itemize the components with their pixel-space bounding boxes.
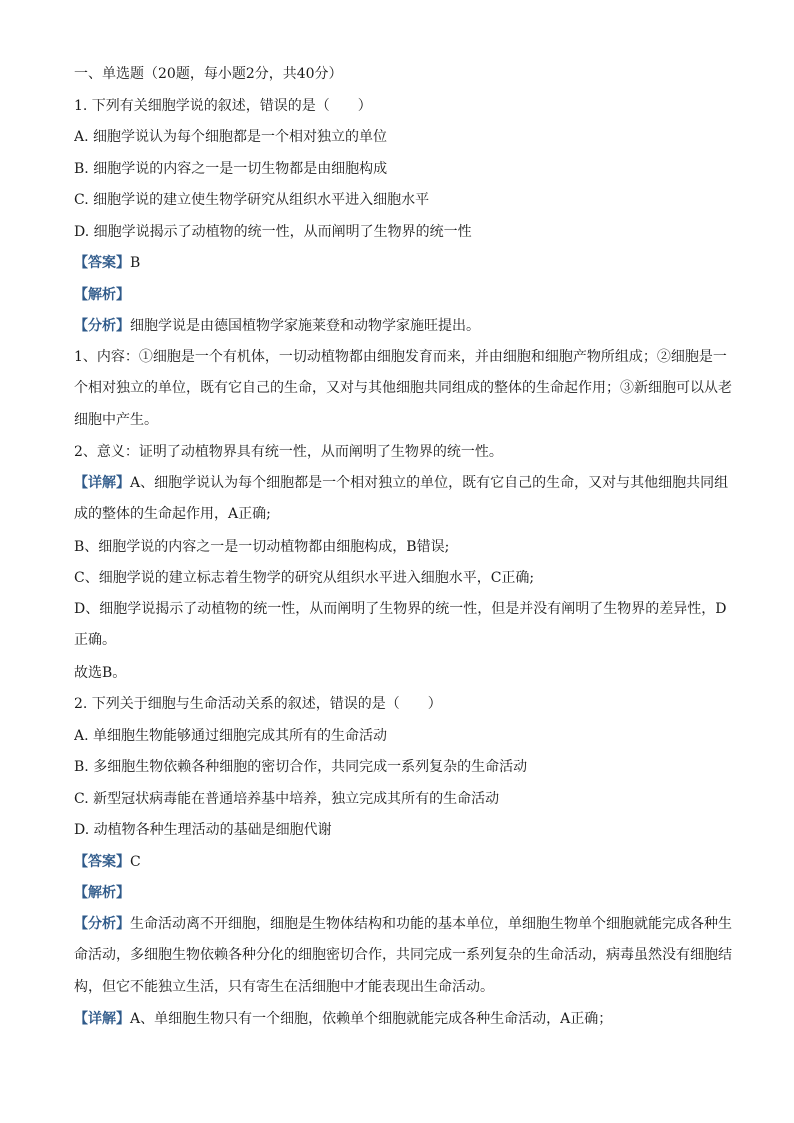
q2-fenxi-text: 生命活动离不开细胞，细胞是生物体结构和功能的基本单位，单细胞生物单个细胞就能完成各种生命活动，多细胞生物依赖各种分化的细胞密切合作，共同完成一系列复杂的生命活动，病毒虽然没有细胞结构，但它不能独立生活，只有寄生在活细胞中才能表现出生命活动。 [74,915,732,995]
q2-option-b: B. 多细胞生物依赖各种细胞的密切合作，共同完成一系列复杂的生命活动 [74,759,528,775]
q1-stem: 1. 下列有关细胞学说的叙述，错误的是（ ） [74,97,372,114]
q1-xiangjie-b: B、细胞学说的内容之一是一切动植物都由细胞构成，B错误; [74,538,450,555]
q2-fenxi-block [74,909,734,1004]
q1-fenxi-text: 细胞学说是由德国植物学家施莱登和动物学家施旺提出。 [130,318,480,334]
q1-conclusion: 故选B。 [74,664,127,681]
q1-point-1: 1、内容：①细胞是一个有机体，一切动植物都由细胞发育而来，并由细胞和细胞产物所组成；②细胞是一个相对独立的单位，既有它自己的生命，又对与其他细胞共同组成的整体的生命起作用；③新细胞可以从老细胞中产生。 [74,348,732,428]
q1-option-b: B. 细胞学说的内容之一是一切生物都是由细胞构成 [74,160,388,177]
q1-answer-value: B [130,255,141,271]
q1-option-d: D. 细胞学说揭示了动植物的统一性，从而阐明了生物界的统一性 [74,223,472,240]
q2-xiangjie-line [74,1007,734,1039]
q1-analysis-line [74,283,734,315]
q2-answer-tag: 【答案】 [74,853,130,870]
q1-xiangjie-c: C、细胞学说的建立标志着生物学的研究从组织水平进入细胞水平，C正确; [74,570,535,586]
q1-xiangjie-d: D、细胞学说揭示了动植物的统一性，从而阐明了生物界的统一性，但是并没有阐明了生物界的差异性，D正确。 [74,600,727,648]
q1-option-a: A. 细胞学说认为每个细胞都是一个相对独立的单位 [74,129,388,145]
q2-stem: 2. 下列关于细胞与生命活动关系的叙述，错误的是（ ） [74,696,442,712]
q1-xiangjie-a-block [74,468,734,531]
q2-option-d: D. 动植物各种生理活动的基础是细胞代谢 [74,822,332,838]
q1-option-c: C. 细胞学说的建立使生物学研究从组织水平进入细胞水平 [74,192,430,208]
q2-xiangjie-a: A、单细胞生物只有一个细胞，依赖单个细胞就能完成各种生命活动，A正确； [130,1011,613,1027]
document-content [74,62,734,1039]
section-heading: 一、单选题（20题，每小题2分，共40分） [74,66,343,82]
q1-answer-line [74,251,734,283]
q2-xiangjie-tag: 【详解】 [74,1011,130,1027]
q2-option-a: A. 单细胞生物能够通过细胞完成其所有的生命活动 [74,727,388,744]
q2-answer-value: C [130,853,141,870]
q2-analysis-tag: 【解析】 [74,885,130,901]
q1-answer-tag: 【答案】 [74,255,130,271]
q1-fenxi-tag: 【分析】 [74,318,130,334]
q1-analysis-tag: 【解析】 [74,286,130,303]
q2-option-c: C. 新型冠状病毒能在普通培养基中培养，独立完成其所有的生命活动 [74,790,500,807]
q1-xiangjie-tag: 【详解】 [74,474,130,491]
q2-fenxi-tag: 【分析】 [74,915,130,932]
q1-point-2: 2、意义：证明了动植物界具有统一性，从而阐明了生物界的统一性。 [74,444,503,460]
q2-answer-line [74,850,734,882]
q1-xiangjie-a: A、细胞学说认为每个细胞都是一个相对独立的单位，既有它自己的生命，又对与其他细胞共同组成的整体的生命起作用，A正确; [74,474,729,522]
